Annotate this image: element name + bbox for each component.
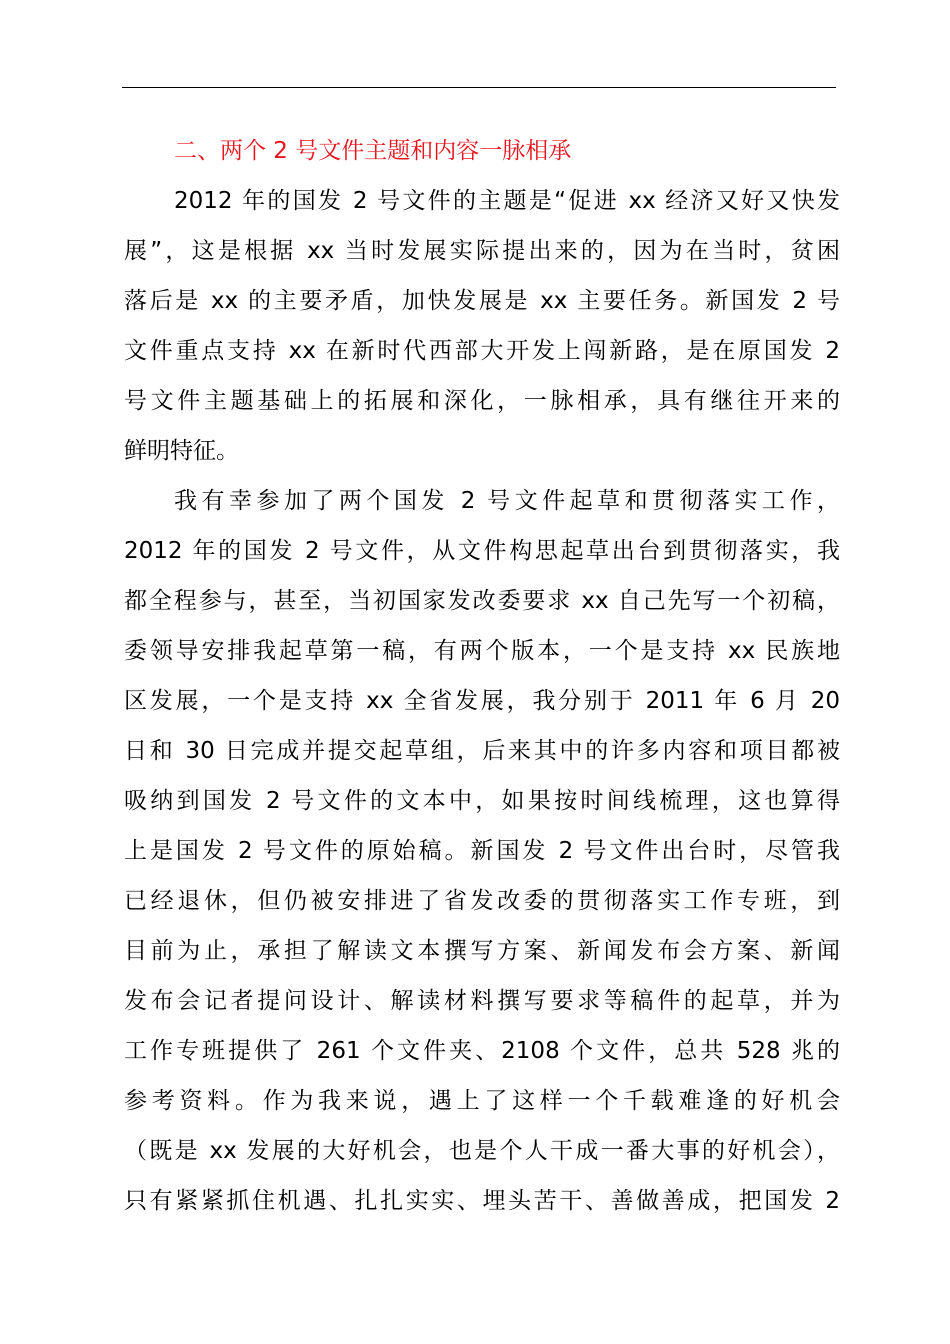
paragraph-line: 已经退休，但仍被安排进了省发改委的贯彻落实工作专班，到 bbox=[124, 888, 840, 914]
paragraph-1 bbox=[124, 176, 840, 476]
paragraph-line: 吸纳到国发 2 号文件的文本中，如果按时间线梳理，这也算得 bbox=[124, 788, 840, 814]
paragraph-line: 我有幸参加了两个国发 2 号文件起草和贯彻落实工作， bbox=[174, 488, 840, 514]
paragraph-line: 文件重点支持 xx 在新时代西部大开发上闯新路，是在原国发 2 bbox=[124, 338, 840, 364]
paragraph-line: 鲜明特征。 bbox=[124, 438, 239, 464]
paragraph-line: 发布会记者提问设计、解读材料撰写要求等稿件的起草，并为 bbox=[124, 988, 840, 1014]
paragraph-line: （既是 xx 发展的大好机会，也是个人干成一番大事的好机会）， bbox=[124, 1138, 840, 1164]
paragraph-line: 日和 30 日完成并提交起草组，后来其中的许多内容和项目都被 bbox=[124, 738, 840, 764]
paragraph-line: 都全程参与，甚至，当初国家发改委要求 xx 自己先写一个初稿， bbox=[124, 588, 840, 614]
paragraph-line: 目前为止，承担了解读文本撰写方案、新闻发布会方案、新闻 bbox=[124, 938, 840, 964]
paragraph-line: 上是国发 2 号文件的原始稿。新国发 2 号文件出台时，尽管我 bbox=[124, 838, 840, 864]
paragraph-2 bbox=[124, 476, 840, 1226]
document-body bbox=[124, 126, 840, 1226]
paragraph-line: 展”，这是根据 xx 当时发展实际提出来的，因为在当时，贫困 bbox=[124, 238, 840, 264]
header-rule bbox=[122, 87, 836, 88]
paragraph-line: 参考资料。作为我来说，遇上了这样一个千载难逢的好机会 bbox=[124, 1088, 840, 1114]
paragraph-line: 落后是 xx 的主要矛盾，加快发展是 xx 主要任务。新国发 2 号 bbox=[124, 288, 840, 314]
paragraph-line: 2012 年的国发 2 号文件，从文件构思起草出台到贯彻落实，我 bbox=[124, 538, 840, 564]
paragraph-line: 2012 年的国发 2 号文件的主题是“促进 xx 经济又好又快发 bbox=[174, 188, 840, 214]
paragraph-line: 委领导安排我起草第一稿，有两个版本，一个是支持 xx 民族地 bbox=[124, 638, 840, 664]
paragraph-line: 号文件主题基础上的拓展和深化，一脉相承，具有继往开来的 bbox=[124, 388, 840, 414]
paragraph-line: 只有紧紧抓住机遇、扎扎实实、埋头苦干、善做善成，把国发 2 bbox=[124, 1188, 840, 1214]
paragraph-line: 工作专班提供了 261 个文件夹、2108 个文件，总共 528 兆的 bbox=[124, 1038, 840, 1064]
section-heading: 二、两个 2 号文件主题和内容一脉相承 bbox=[174, 138, 572, 164]
paragraph-line: 区发展，一个是支持 xx 全省发展，我分别于 2011 年 6 月 20 bbox=[124, 688, 840, 714]
